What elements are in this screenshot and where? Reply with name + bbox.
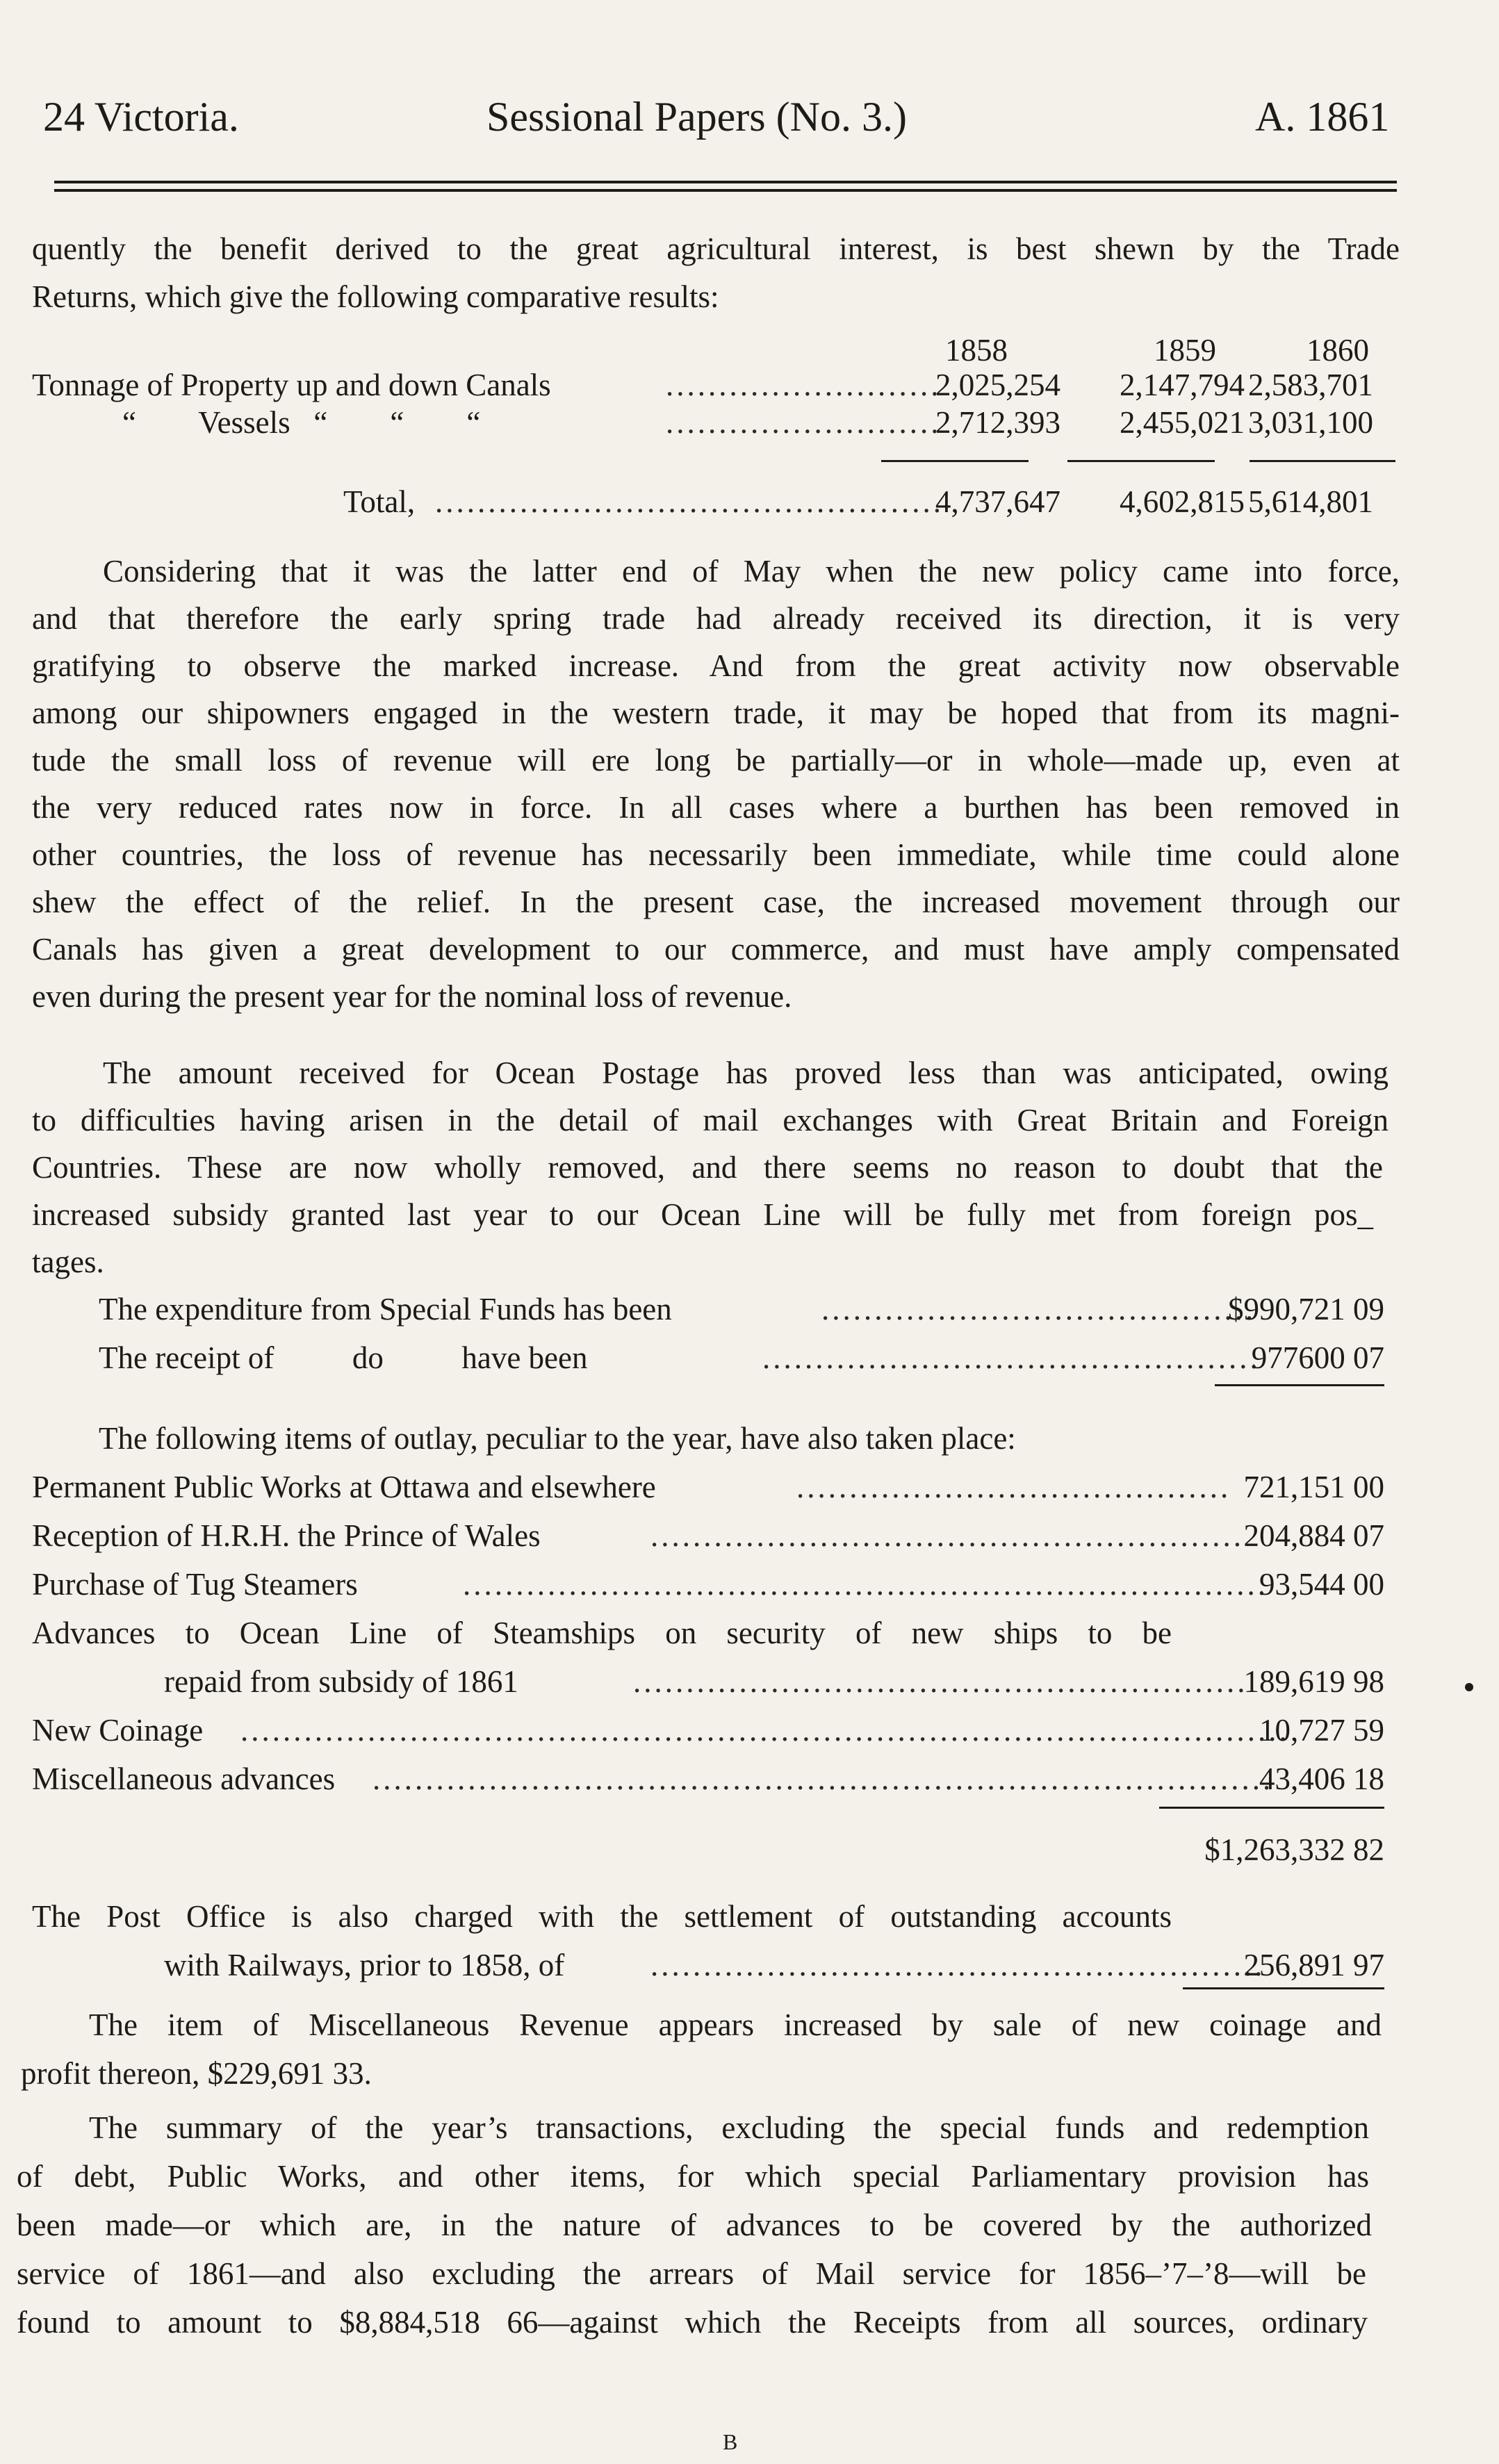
value-1860: 2,583,701 — [1248, 368, 1373, 402]
value-1858: 2,712,393 — [935, 405, 1060, 440]
row-amount: 43,406 18 — [1259, 1761, 1384, 1796]
row-label: Purchase of Tug Steamers — [32, 1567, 358, 1602]
row-label: Advances to Ocean Line of Steamships on security of new ships to be — [32, 1616, 1172, 1650]
total-1859: 4,602,815 — [1120, 484, 1245, 519]
year-header-1858: 1858 — [945, 333, 1008, 368]
outlay-item — [32, 1715, 1384, 1750]
paragraph-line: Considering that it was the latter end of May when the new policy came into force, — [103, 554, 1400, 589]
row-label: Tonnage of Property up and down Canals — [32, 368, 551, 402]
row-amount: 204,884 07 — [1243, 1518, 1384, 1553]
table-row-tonnage — [32, 370, 1373, 404]
dot-leader: ......................................... — [821, 1292, 1256, 1327]
header-year: A. 1861 — [1255, 94, 1390, 140]
total-label: Total, — [343, 484, 416, 519]
outlay-item — [32, 1472, 1384, 1506]
year-header-1859: 1859 — [1154, 333, 1216, 368]
outlay-item — [32, 1618, 1172, 1652]
post-office-line-2 — [32, 1950, 1384, 1985]
sum-rule-1860 — [1250, 460, 1395, 462]
row-label: repaid from subsidy of 1861 — [164, 1664, 518, 1699]
post-office-line-1: The Post Office is also charged with the settlement of outstanding accounts — [32, 1899, 1172, 1934]
value-1860: 3,031,100 — [1248, 405, 1373, 440]
special-funds-receipt — [99, 1342, 1384, 1377]
paragraph-line: and that therefore the early spring trade had already received its direction, it is very — [32, 601, 1400, 636]
row-label: New Coinage — [32, 1713, 204, 1748]
intro-line-2: Returns, which give the following comparative results: — [32, 279, 719, 314]
signature-mark: B — [723, 2429, 738, 2454]
outlay-item — [32, 1666, 1384, 1701]
table-row-vessels — [32, 407, 1373, 442]
paragraph-line: of debt, Public Works, and other items, for which special Parliamentary provision has — [17, 2159, 1369, 2194]
paragraph-line: among our shipowners engaged in the western trade, it may be hoped that from its magni- — [32, 696, 1400, 730]
header-rule-top — [54, 181, 1397, 183]
row-label: The receipt of do have been — [99, 1340, 588, 1375]
paragraph-line: to difficulties having arisen in the detail of mail exchanges with Great Britain and Foreign — [32, 1103, 1389, 1137]
paragraph-line: tude the small loss of revenue will ere long be partially—or in whole—made up, even at — [32, 743, 1400, 778]
ink-spot — [1465, 1683, 1473, 1691]
year-header-1860: 1860 — [1306, 333, 1369, 368]
value-1858: 2,025,254 — [935, 368, 1060, 402]
paragraph-line: The summary of the year’s transactions, excluding the special funds and redemption — [89, 2110, 1369, 2145]
row-amount: $990,721 09 — [1228, 1292, 1384, 1327]
table-row-total — [32, 486, 1373, 521]
outlay-total: $1,263,332 82 — [1204, 1832, 1384, 1867]
outlay-item — [32, 1761, 1384, 1798]
paragraph-line: tages. — [32, 1245, 104, 1279]
paragraph-line: found to amount to $8,884,518 66—against which the Receipts from all sources, ordinary — [17, 2305, 1368, 2340]
paragraph-line: Canals has given a great development to our commerce, and must have amply compensated — [32, 932, 1400, 967]
row-label: with Railways, prior to 1858, of — [164, 1948, 565, 1982]
dot-leader: ..................................................................................... — [372, 1761, 1274, 1796]
dot-leader: ............................................... — [762, 1340, 1261, 1375]
row-amount: 10,727 59 — [1259, 1713, 1384, 1748]
special-funds-rule — [1215, 1384, 1384, 1386]
dot-leader: ................................................................................................... — [240, 1713, 1290, 1748]
row-label: Permanent Public Works at Ottawa and elsewhere — [32, 1470, 656, 1504]
paragraph-line: The item of Miscellaneous Revenue appears increased by sale of new coinage and — [89, 2007, 1382, 2042]
dot-leader: .......................... — [666, 368, 942, 402]
total-1858: 4,737,647 — [935, 484, 1060, 519]
header-session: 24 Victoria. — [43, 94, 239, 140]
dot-leader: .......................................................... — [650, 1948, 1265, 1982]
dot-leader: ........................................................ — [650, 1518, 1244, 1553]
paragraph-line: other countries, the loss of revenue has necessarily been immediate, while time could alone — [32, 837, 1400, 872]
paragraph-line: profit thereon, $229,691 33. — [21, 2056, 372, 2091]
paragraph-line: The amount received for Ocean Postage has proved less than was anticipated, owing — [103, 1056, 1389, 1090]
row-amount: 93,544 00 — [1259, 1567, 1384, 1602]
row-label: The expenditure from Special Funds has been — [99, 1292, 672, 1327]
post-office-rule — [1183, 1987, 1384, 1989]
paragraph-line: Countries. These are now wholly removed, and there seems no reason to doubt that the — [32, 1150, 1383, 1185]
row-amount: 977600 07 — [1251, 1340, 1384, 1375]
value-1859: 2,147,794 — [1120, 368, 1245, 402]
sum-rule-1859 — [1067, 460, 1215, 462]
sum-rule-1858 — [881, 460, 1029, 462]
paragraph-line: shew the effect of the relief. In the present case, the increased movement through our — [32, 885, 1400, 919]
outlay-item — [32, 1520, 1384, 1555]
paragraph-line: the very reduced rates now in force. In all cases where a burthen has been removed in — [32, 790, 1400, 825]
outlay-total-rule — [1159, 1807, 1384, 1809]
paragraph-line: service of 1861—and also excluding the arrears of Mail service for 1856–’7–’8—will be — [17, 2256, 1366, 2291]
dot-leader: .......................................................... — [633, 1664, 1248, 1699]
special-funds-expenditure — [99, 1294, 1384, 1329]
dot-leader: .......................... — [666, 405, 942, 440]
row-label: “ Vessels “ “ “ — [122, 405, 481, 440]
row-label: Miscellaneous advances — [32, 1761, 336, 1796]
intro-line-1: quently the benefit derived to the great agricultural interest, is best shewn by the Trade — [32, 231, 1400, 266]
paragraph-line: been made—or which are, in the nature of advances to be covered by the authorized — [17, 2208, 1372, 2242]
outlay-item — [32, 1569, 1384, 1604]
dot-leader: ................................................ — [435, 484, 944, 519]
row-amount: 189,619 98 — [1243, 1664, 1384, 1699]
header-title: Sessional Papers (No. 3.) — [486, 94, 907, 140]
outlay-intro: The following items of outlay, peculiar to the year, have also taken place: — [99, 1421, 1016, 1456]
dot-leader: ............................................................................ — [463, 1567, 1268, 1602]
dot-leader: ......................................... — [796, 1470, 1231, 1504]
paragraph-line: gratifying to observe the marked increase. And from the great activity now observable — [32, 648, 1400, 683]
row-amount: 721,151 00 — [1243, 1470, 1384, 1504]
row-amount: 256,891 97 — [1243, 1948, 1384, 1982]
row-label: Reception of H.R.H. the Prince of Wales — [32, 1518, 541, 1553]
value-1859: 2,455,021 — [1120, 405, 1245, 440]
header-rule-bottom — [54, 189, 1397, 192]
paragraph-line: even during the present year for the nominal loss of revenue. — [32, 979, 792, 1014]
total-1860: 5,614,801 — [1248, 484, 1373, 519]
paragraph-line: increased subsidy granted last year to our Ocean Line will be fully met from foreign pos_ — [32, 1197, 1373, 1232]
